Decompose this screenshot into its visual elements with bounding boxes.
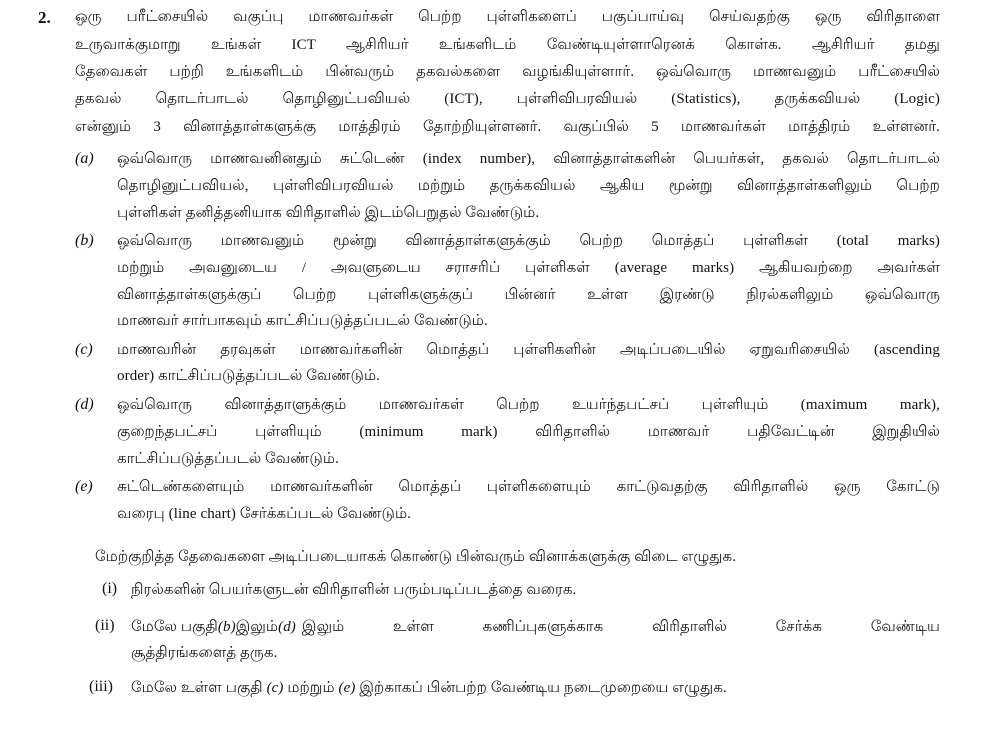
part-line: ஒவ்வொரு வினாத்தாளுக்கும் மாணவர்கள் பெற்ற உயர்ந்தபட்சப் புள்ளியும் (maximum mark), — [117, 397, 940, 413]
subquestion-line: நிரல்களின் பெயர்களுடன் விரிதாளின் பரும்படிப்படத்தை வரைக. — [131, 582, 577, 598]
part-line: மாணவர் சார்பாகவும் காட்சிப்படுத்தப்படல் வேண்டும். — [117, 313, 488, 329]
part-reference: (d) — [278, 619, 296, 635]
subquestion-label: (i) — [102, 580, 118, 597]
subquestion-text: இலும் — [235, 619, 279, 635]
part-line: காட்சிப்படுத்தப்படல் வேண்டும். — [117, 451, 339, 467]
part-label: (c) — [75, 341, 93, 358]
subquestion-text: இற்காகப் பின்பற்ற வேண்டிய நடைமுறையை எழுதுக. — [359, 680, 727, 696]
intro-line: தகவல் தொடர்பாடல் தொழினுட்பவியல் (ICT), புள்ளிவிபரவியல் (Statistics), தருக்கவியல் (Logic) — [75, 91, 940, 107]
part-reference: (e) — [338, 680, 356, 696]
subquestion-text: மேலே பகுதி — [131, 619, 218, 635]
part-line: மாணவரின் தரவுகள் மாணவர்களின் மொத்தப் புள்ளிகளின் அடிப்படையில் ஏறுவரிசையில் (ascending — [117, 342, 940, 358]
part-label: (d) — [75, 396, 94, 413]
subquestion-text: மற்றும் — [287, 680, 335, 696]
question-number: 2. — [38, 8, 51, 27]
subquestion-label: (ii) — [95, 617, 115, 634]
subquestion-line: சூத்திரங்களைத் தருக. — [131, 645, 278, 661]
part-line: புள்ளிகள் தனித்தனியாக விரிதாளில் இடம்பெறுதல் வேண்டும். — [117, 205, 540, 221]
part-line: வரைபு (line chart) சேர்க்கப்படல் வேண்டும். — [117, 506, 412, 522]
intro-line: உருவாக்குமாறு உங்கள் ICT ஆசிரியர் உங்களிடம் வேண்டியுள்ளாரெனக் கொள்க. ஆசிரியர் தமது — [75, 37, 940, 53]
subquestion-text: மேலே உள்ள பகுதி — [131, 680, 263, 696]
intro-line: தேவைகள் பற்றி உங்களிடம் பின்வரும் தகவல்களை வழங்கியுள்ளார். ஒவ்வொரு மாணவனும் பரீட்சையில் — [75, 64, 940, 80]
subquestion-label: (iii) — [89, 678, 113, 695]
part-line: வினாத்தாள்களுக்குப் பெற்ற புள்ளிகளுக்குப் பின்னர் உள்ள இரண்டு நிரல்களிலும் ஒவ்வொரு — [117, 287, 940, 303]
part-reference: (c) — [266, 680, 284, 696]
intro-line: ஒரு பரீட்சையில் வகுப்பு மாணவர்கள் பெற்ற புள்ளிகளைப் பகுப்பாய்வு செய்வதற்கு ஒரு விரிதாளை — [75, 9, 940, 25]
part-line: ஒவ்வொரு மாணவனினதும் சுட்டெண் (index number), வினாத்தாள்களின் பெயர்கள், தகவல் தொடர்பாடல் — [117, 151, 940, 167]
part-reference: (b) — [217, 619, 236, 635]
intro-line: என்னும் 3 வினாத்தாள்களுக்கு மாத்திரம் தோற்றியுள்ளனர். வகுப்பில் 5 மாணவர்கள் மாத்திரம் உள்ளனர். — [75, 119, 940, 135]
subquestion-text: இலும் உள்ள கணிப்புகளுக்காக விரிதாளில் சேர்க்க வேண்டிய — [301, 619, 940, 635]
part-line: குறைந்தபட்சப் புள்ளியும் (minimum mark) விரிதாளில் மாணவர் பதிவேட்டின் இறுதியில் — [117, 424, 940, 440]
part-label: (b) — [75, 232, 94, 249]
answer-instruction: மேற்குறித்த தேவைகளை அடிப்படையாகக் கொண்டு பின்வரும் வினாக்களுக்கு விடை எழுதுக. — [95, 549, 737, 565]
part-label: (e) — [75, 478, 93, 495]
part-label: (a) — [75, 150, 94, 167]
part-line: order) காட்சிப்படுத்தப்படல் வேண்டும். — [117, 368, 381, 384]
part-line: சுட்டெண்களையும் மாணவர்களின் மொத்தப் புள்ளிகளையும் காட்டுவதற்கு விரிதாளில் ஒரு கோட்டு — [117, 479, 940, 495]
part-line: மற்றும் அவனுடைய / அவளுடைய சராசரிப் புள்ளிகள் (average marks) ஆகியவற்றை அவர்கள் — [117, 260, 940, 276]
part-line: தொழினுட்பவியல், புள்ளிவிபரவியல் மற்றும் தருக்கவியல் ஆகிய மூன்று வினாத்தாள்களிலும் பெற்ற — [117, 178, 940, 194]
part-line: ஒவ்வொரு மாணவனும் மூன்று வினாத்தாள்களுக்கும் பெற்ற மொத்தப் புள்ளிகள் (total marks) — [117, 233, 940, 249]
